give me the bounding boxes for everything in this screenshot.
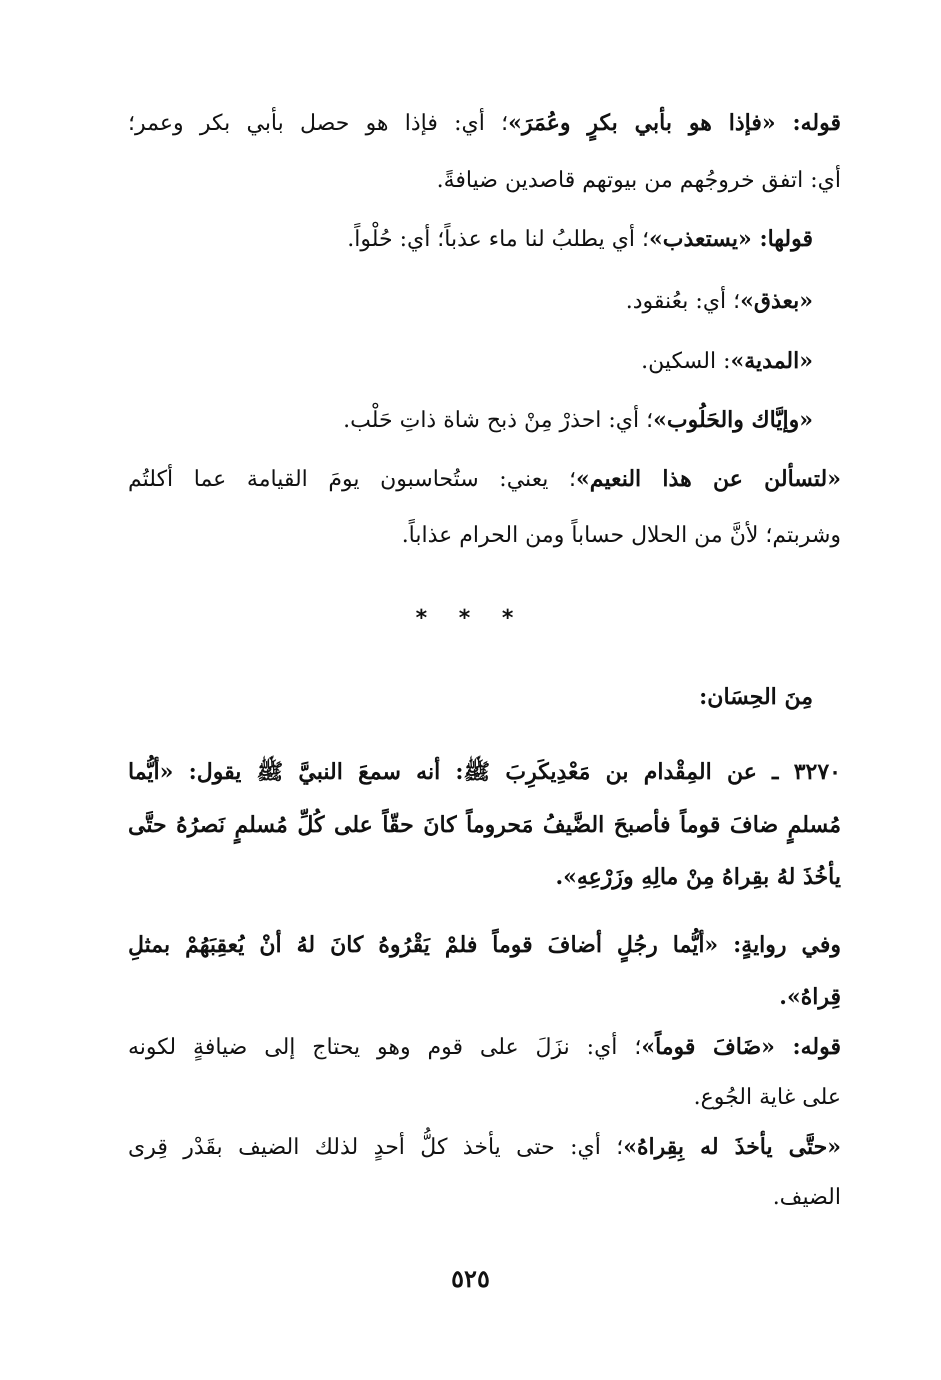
text-line-7: «لتسألن عن هذا النعيم»؛ يعني: ستُحاسبون يومَ القيامة عما أكلتُم	[128, 466, 841, 492]
text-line-5: «المدية»: السكين.	[641, 348, 813, 374]
text-line-8: وشربتم؛ لأنَّ من الحلال حساباً ومن الحرام عذاباً.	[401, 523, 841, 548]
narration-line-1: وفي روايةٍ: «أيُّما رجُلٍ أضافَ قوماً فلمْ يَقْرُوهُ كانَ لهُ أنْ يُعقِبَهُمْ بمثلِ	[128, 932, 841, 958]
commentary-line-3: «حتَّى يأخذَ له بِقِراهُ»؛ أي: حتى يأخذ كلُّ أحدٍ لذلك الضيف بقَدْر قِرى	[128, 1134, 841, 1160]
text-line-3: قولها: «يستعذب»؛ أي يطلبُ لنا ماء عذباً؛ أي: حُلْواً.	[347, 226, 813, 252]
page-number: ٥٢٥	[451, 1264, 490, 1293]
text-line-6: «وإيَّاك والحَلُوب»؛ أي: احذرْ مِنْ ذبح شاة ذاتِ حَلْب.	[343, 407, 813, 433]
commentary-line-4: الضيف.	[772, 1185, 841, 1210]
hadith-line-1: ٣٢٧٠ ـ عن المِقْدام بن مَعْدِيكَرِبَ ﷺ: أنه سمعَ النبيَّ ﷺ يقول: «أيُّما	[128, 759, 841, 785]
hadith-line-2: مُسلمٍ ضافَ قوماً فأصبحَ الضَّيفُ مَحروماً كانَ حقّاً على كُلِّ مُسلمٍ نَصرُهُ حتَّى	[128, 812, 841, 838]
commentary-line-1: قوله: «ضَافَ قوماً»؛ أي: نزَلَ على قوم وهو يحتاج إلى ضيافةٍ لكونه	[128, 1034, 841, 1060]
section-heading: مِنَ الحِسَان:	[699, 684, 813, 710]
narration-line-2: قِراهُ».	[779, 984, 841, 1010]
text-line-1: قوله: «فإذا هو بأبي بكرٍ وعُمَرَ»؛ أي: فإذا هو حصل بأبي بكر وعمر؛	[128, 110, 841, 136]
hadith-line-3: يأخُذَ لهُ بقِراهُ مِنْ مالِهِ وزَرْعِهِ».	[555, 864, 841, 890]
text-line-4: «بعذق»؛ أي: بعُنقود.	[625, 288, 813, 314]
commentary-line-2: على غاية الجُوع.	[693, 1085, 841, 1110]
section-separator: * * *	[415, 606, 526, 631]
text-line-2: أي: اتفق خروجُهم من بيوتهم قاصدين ضيافةً.	[436, 168, 841, 193]
